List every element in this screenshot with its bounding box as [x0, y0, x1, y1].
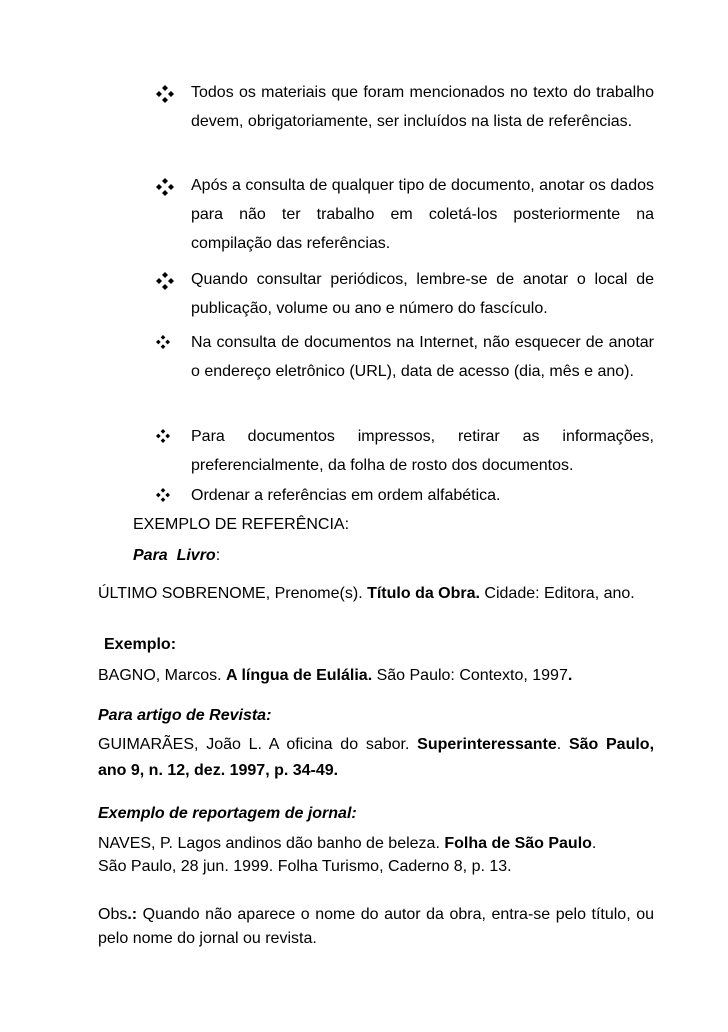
obs-label: Obs: [98, 906, 128, 923]
bullet-item: [154, 422, 654, 480]
bullet-item: [154, 265, 654, 323]
bullet-text: Na consulta de documentos na Internet, não esquecer de anotar o endereço eletrônico (URL), data de acesso (dia, mês e ano).: [191, 334, 654, 380]
bullet-text: Após a consulta de qualquer tipo de documento, anotar os dados para não ter trabalho em coletá-los posteriormente na compilação das referências.: [191, 177, 654, 252]
diamond-bullet-icon: [154, 265, 176, 293]
diamond-bullet-icon: [154, 78, 176, 106]
bullet-item: [154, 78, 654, 136]
book-label: [133, 545, 689, 567]
book-example-author: BAGNO, Marcos.: [98, 667, 227, 684]
diamond-bullet-icon: [154, 171, 176, 199]
obs-paragraph: [98, 903, 654, 951]
example-heading: EXEMPLO DE REFERÊNCIA:: [133, 516, 350, 533]
obs-text: Quando não aparece o nome do autor da obra, entra-se pelo título, ou pelo nome do jornal ou revista.: [98, 906, 654, 947]
book-format-title: Título da Obra.: [367, 585, 480, 602]
book-example-ref: [98, 665, 654, 687]
book-format: [98, 579, 654, 609]
newspaper-ref-part1: NAVES, P. Lagos andinos dão banho de beleza.: [98, 835, 445, 852]
magazine-ref-sep: .: [556, 736, 569, 753]
magazine-ref-bold-rest: São Paulo, ano 9, n. 12, dez. 1997, p. 34-49.: [98, 736, 655, 779]
book-format-part2: Cidade: Editora, ano.: [479, 585, 635, 602]
bullet-text: Quando consultar periódicos, lembre-se de anotar o local de publicação, volume ou ano e número do fascículo.: [191, 271, 654, 317]
magazine-ref-title: Superinteressante: [417, 736, 557, 753]
bullet-item: [154, 328, 654, 386]
book-label-text: Para Livro: [133, 547, 216, 564]
book-example-title: A língua de Eulália.: [226, 667, 373, 684]
magazine-label: Para artigo de Revista:: [98, 707, 272, 724]
bullet-text: Ordenar a referências em ordem alfabética.: [191, 487, 501, 504]
diamond-bullet-icon: [154, 422, 176, 450]
obs-colon: .:: [127, 906, 138, 923]
newspaper-ref-line1: [98, 833, 654, 855]
book-example-end: .: [567, 667, 573, 684]
newspaper-ref-end: .: [591, 835, 597, 852]
bullet-item: [154, 481, 654, 510]
book-label-colon: :: [215, 547, 221, 564]
bullet-item: [154, 171, 654, 258]
newspaper-ref-title: Folha de São Paulo: [444, 835, 592, 852]
book-format-part1: ÚLTIMO SOBRENOME, Prenome(s).: [98, 585, 368, 602]
bullet-text: Para documentos impressos, retirar as informações, preferencialmente, da folha de rosto dos documentos.: [191, 428, 654, 474]
bullet-text: Todos os materiais que foram mencionados no texto do trabalho devem, obrigatoriamente, ser incluídos na lista de referências.: [191, 84, 654, 130]
diamond-bullet-icon: [154, 328, 176, 356]
newspaper-ref-line2: São Paulo, 28 jun. 1999. Folha Turismo, Caderno 8, p. 13.: [98, 858, 512, 875]
book-example-label: Exemplo:: [104, 636, 177, 653]
newspaper-label: Exemplo de reportagem de jornal:: [98, 805, 357, 822]
magazine-ref: [98, 732, 654, 784]
diamond-bullet-icon: [154, 481, 176, 509]
magazine-ref-part1: GUIMARÃES, João L. A oficina do sabor.: [98, 736, 418, 753]
book-example-rest: São Paulo: Contexto, 1997: [372, 667, 568, 684]
